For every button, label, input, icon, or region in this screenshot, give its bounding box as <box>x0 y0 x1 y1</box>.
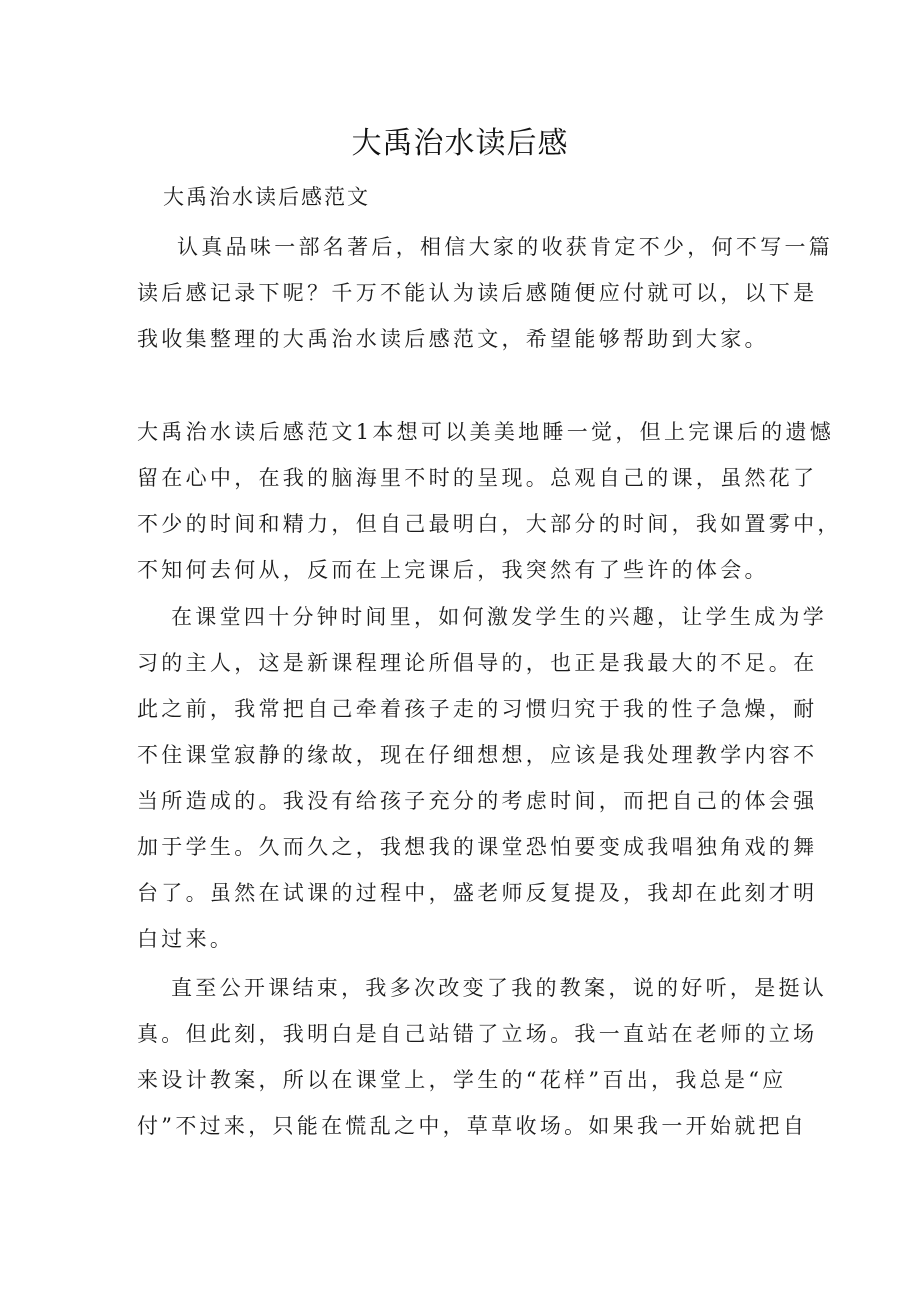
paragraph-line: 加于学生。久而久之，我想我的课堂恐怕要变成我唱独角戏的舞 <box>137 835 818 859</box>
paragraph-line: 白过来。 <box>137 927 235 951</box>
paragraph-1 <box>137 409 842 593</box>
paragraph-line: 留在心中，在我的脑海里不时的呈现。总观自己的课，虽然花了 <box>137 466 818 490</box>
paragraph-line: 直至公开课结束，我多次改变了我的教案，说的好听，是挺认 <box>171 976 828 1000</box>
paragraph-3 <box>137 965 828 1149</box>
paragraph-line: 不少的时间和精力，但自己最明白，大部分的时间，我如置雾中， <box>137 512 842 536</box>
paragraph-line: 付”不过来，只能在慌乱之中，草草收场。如果我一开始就把自 <box>137 1114 808 1138</box>
paragraph-line: 真。但此刻，我明白是自己站错了立场。我一直站在老师的立场 <box>137 1022 818 1046</box>
paragraph-line: 来设计教案，所以在课堂上，学生的“花样”百出，我总是“应 <box>137 1068 787 1092</box>
intro-paragraph <box>137 224 834 362</box>
document-subtitle: 大禹治水读后感范文 <box>163 185 370 209</box>
intro-line: 读后感记录下呢？千万不能认为读后感随便应付就可以，以下是 <box>137 281 818 305</box>
intro-line: 我收集整理的大禹治水读后感范文，希望能够帮助到大家。 <box>137 327 769 351</box>
paragraph-line: 不知何去何从，反而在上完课后，我突然有了些许的体会。 <box>137 558 769 582</box>
paragraph-line: 大禹治水读后感范文1本想可以美美地睡一觉，但上完课后的遗憾 <box>137 420 835 444</box>
paragraph-line: 当所造成的。我没有给孩子充分的考虑时间，而把自己的体会强 <box>137 789 818 813</box>
paragraph-line: 此之前，我常把自己牵着孩子走的习惯归究于我的性子急燥，耐 <box>137 697 818 721</box>
paragraph-line: 在课堂四十分钟时间里，如何激发学生的兴趣，让学生成为学 <box>171 605 828 629</box>
document-title: 大禹治水读后感 <box>351 126 569 161</box>
paragraph-line: 不住课堂寂静的缘故，现在仔细想想，应该是我处理教学内容不 <box>137 743 818 767</box>
paragraph-line: 台了。虽然在试课的过程中，盛老师反复提及，我却在此刻才明 <box>137 881 818 905</box>
paragraph-2 <box>137 594 828 962</box>
intro-line: 认真品味一部名著后，相信大家的收获肯定不少，何不写一篇 <box>177 235 834 259</box>
paragraph-line: 习的主人，这是新课程理论所倡导的，也正是我最大的不足。在 <box>137 651 818 675</box>
